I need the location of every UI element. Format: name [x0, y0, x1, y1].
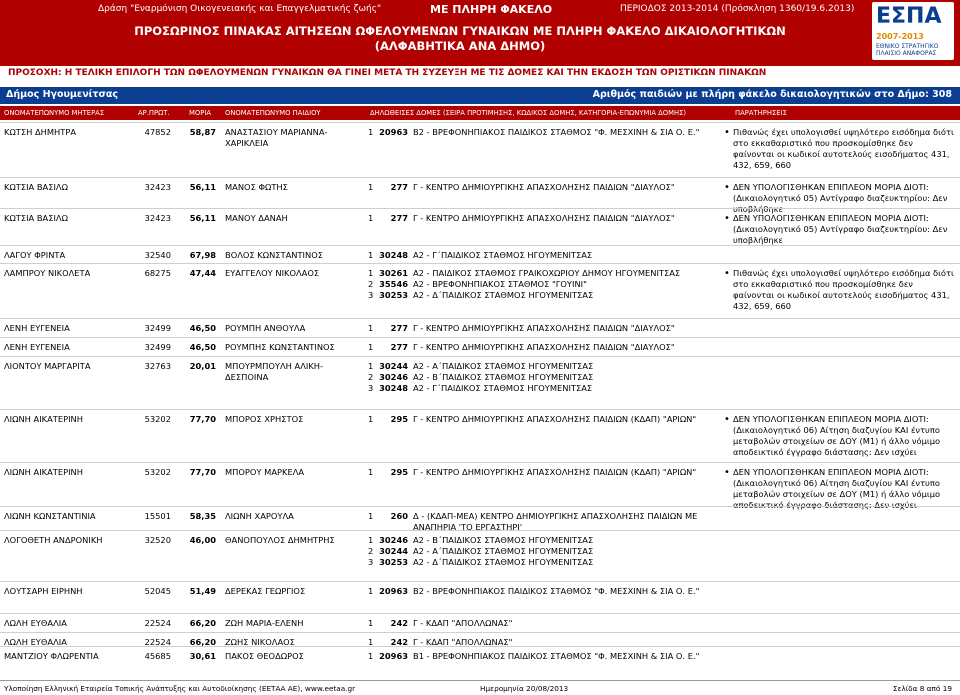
- structure-code: 20963: [379, 586, 408, 596]
- declared-structures: [368, 182, 718, 193]
- protocol-number: 68275: [144, 268, 171, 278]
- remark-item: • ΔΕΝ ΥΠΟΛΟΓΙΣΘΗΚΑΝ ΕΠΙΠΛΕΟΝ ΜΟΡΙΑ ΔΙΟΤΙ: (Δικαιολογητικό 06) Αίτηση διαζυγίου ΚΑΙ έντυπο μεταβολών στοιχείων σε ΔΟΥ (Μ1) ή άλλο νόμιμο αποδεικτικό έγγραφο διάστασης: Δεν ισχύει: [724, 414, 956, 458]
- header-structures: ΔΗΛΩΘΕΙΣΕΣ ΔΟΜΕΣ (ΣΕΙΡΑ ΠΡΟΤΙΜΗΣΗΣ, ΚΩΔΙΚΟΣ ΔΟΜΗΣ, ΚΑΤΗΓΟΡΙΑ-ΕΠΩΝΥΜΙΑ ΔΟΜΗΣ): [370, 109, 687, 117]
- table-row: [0, 530, 960, 581]
- child-name: ΜΠΟΥΡΜΠΟΥΛΗ ΑΛΙΚΗ-ΔΕΣΠΟΙΝΑ: [225, 361, 324, 382]
- declared-structures: [368, 467, 718, 489]
- structure-preference: [368, 290, 718, 301]
- header-child: ΟΝΟΜΑΤΕΠΩΝΥΜΟ ΠΑΙΔΙΟΥ: [225, 109, 321, 117]
- preference-order: 2: [368, 372, 374, 382]
- preference-order: 1: [368, 323, 374, 333]
- protocol-number: 32499: [144, 323, 171, 333]
- score: 77,70: [189, 414, 216, 424]
- score: 47,44: [189, 268, 216, 278]
- structure-preference: [368, 467, 718, 489]
- table-row: [0, 613, 960, 632]
- structure-name: Β2 - ΒΡΕΦΟΝΗΠΙΑΚΟΣ ΠΑΙΔΙΚΟΣ ΣΤΑΘΜΟΣ "Φ. ΜΕΣΧΙΝΗ & ΣΙΑ Ο. Ε.": [413, 586, 700, 596]
- preference-order: 3: [368, 290, 374, 300]
- document-title: [0, 24, 920, 54]
- structure-name: Α2 - Δ΄ΠΑΙΔΙΚΟΣ ΣΤΑΘΜΟΣ ΗΓΟΥΜΕΝΙΤΣΑΣ: [413, 557, 594, 567]
- table-row: [0, 506, 960, 530]
- table-row: [0, 177, 960, 214]
- declared-structures: [368, 127, 718, 149]
- declared-structures: [368, 268, 718, 301]
- structure-code: 20963: [379, 651, 408, 661]
- footer-date: Ημερομηνία 20/08/2013: [480, 684, 569, 693]
- preference-order: 3: [368, 383, 374, 393]
- structure-preference: [368, 383, 718, 394]
- structure-code: 295: [390, 467, 408, 477]
- structure-code: 35546: [379, 279, 408, 289]
- declared-structures: [368, 250, 718, 261]
- remarks: [724, 414, 956, 458]
- declared-structures: [368, 535, 718, 568]
- preference-order: 1: [368, 467, 374, 477]
- structure-preference: [368, 557, 718, 568]
- mother-name: ΛΟΓΟΘΕΤΗ ΑΝΔΡΟΝΙΚΗ: [4, 535, 103, 545]
- preference-order: 1: [368, 637, 374, 647]
- protocol-number: 32540: [144, 250, 171, 260]
- structure-preference: [368, 213, 718, 224]
- child-name: ΔΕΡΕΚΑΣ ΓΕΩΡΓΙΟΣ: [225, 586, 306, 596]
- espa-logo: [872, 2, 954, 60]
- remark-item: • ΔΕΝ ΥΠΟΛΟΓΙΣΘΗΚΑΝ ΕΠΙΠΛΕΟΝ ΜΟΡΙΑ ΔΙΟΤΙ: (Δικαιολογητικό 05) Αντίγραφο διαζευκτηρίου: Δεν υποβλήθηκε: [724, 213, 956, 246]
- header-ar: ΑΡ.ΠΡΩΤ.: [138, 109, 170, 117]
- child-name: ΕΥΑΓΓΕΛΟΥ ΝΙΚΟΛΑΟΣ: [225, 268, 320, 278]
- preference-order: 1: [368, 182, 374, 192]
- protocol-number: 32423: [144, 182, 171, 192]
- score: 66,20: [189, 618, 216, 628]
- remark-item: • Πιθανώς έχει υπολογισθεί υψηλότερο εισόδημα διότι στο εκκαθαριστικό που προσκομίσθηκε δεν φαίνονται οι κωδικοί αυτοτελούς εισοδήματος 431, 432, 659, 660: [724, 127, 956, 171]
- mother-name: ΜΑΝΤΖΙΟΥ ΦΛΩΡΕΝΤΙΑ: [4, 651, 99, 661]
- structure-preference: [368, 182, 718, 193]
- child-name: ΠΑΚΟΣ ΘΕΟΔΩΡΟΣ: [225, 651, 304, 661]
- remarks: [724, 127, 956, 171]
- declared-structures: [368, 323, 718, 334]
- score: 58,35: [189, 511, 216, 521]
- preference-order: 1: [368, 361, 374, 371]
- protocol-number: 15501: [144, 511, 171, 521]
- structure-preference: [368, 535, 718, 546]
- mother-name: ΛΟΥΤΣΑΡΗ ΕΙΡΗΝΗ: [4, 586, 83, 596]
- header-mother: ΟΝΟΜΑΤΕΠΩΝΥΜΟ ΜΗΤΕΡΑΣ: [4, 109, 105, 117]
- table-row: [0, 581, 960, 613]
- preference-order: 1: [368, 618, 374, 628]
- declared-structures: [368, 361, 718, 394]
- structure-name: Γ - ΚΕΝΤΡΟ ΔΗΜΙΟΥΡΓΙΚΗΣ ΑΠΑΣΧΟΛΗΣΗΣ ΠΑΙΔΙΩΝ "ΔΙΑΥΛΟΣ": [413, 323, 675, 333]
- preference-order: 1: [368, 535, 374, 545]
- preference-order: 1: [368, 268, 374, 278]
- structure-preference: [368, 586, 718, 608]
- remark-item: • ΔΕΝ ΥΠΟΛΟΓΙΣΘΗΚΑΝ ΕΠΙΠΛΕΟΝ ΜΟΡΙΑ ΔΙΟΤΙ: (Δικαιολογητικό 05) Αντίγραφο διαζευκτηρίου: Δεν υποβλήθηκε: [724, 182, 956, 215]
- structure-name: Β1 - ΒΡΕΦΟΝΗΠΙΑΚΟΣ ΠΑΙΔΙΚΟΣ ΣΤΑΘΜΟΣ "Φ. ΜΕΣΧΙΝΗ & ΣΙΑ Ο. Ε.": [413, 651, 700, 661]
- protocol-number: 52045: [144, 586, 171, 596]
- municipality-bar: [0, 87, 960, 104]
- structure-code: 30261: [379, 268, 408, 278]
- declared-structures: [368, 213, 718, 224]
- declared-structures: [368, 651, 718, 673]
- structure-code: 30244: [379, 546, 408, 556]
- score: 51,49: [189, 586, 216, 596]
- structure-name: Α2 - Δ΄ΠΑΙΔΙΚΟΣ ΣΤΑΘΜΟΣ ΗΓΟΥΜΕΝΙΤΣΑΣ: [413, 290, 594, 300]
- structure-code: 20963: [379, 127, 408, 137]
- preference-order: 1: [368, 213, 374, 223]
- structure-name: Γ - ΚΕΝΤΡΟ ΔΗΜΙΟΥΡΓΙΚΗΣ ΑΠΑΣΧΟΛΗΣΗΣ ΠΑΙΔΙΩΝ "ΔΙΑΥΛΟΣ": [413, 182, 675, 192]
- espa-logo-subtitle: ΕΘΝΙΚΟ ΣΤΡΑΤΗΓΙΚΟ ΠΛΑΙΣΙΟ ΑΝΑΦΟΡΑΣ: [876, 43, 939, 57]
- mother-name: ΚΩΤΣΗ ΔΗΜΗΤΡΑ: [4, 127, 77, 137]
- structure-name: Β2 - ΒΡΕΦΟΝΗΠΙΑΚΟΣ ΠΑΙΔΙΚΟΣ ΣΤΑΘΜΟΣ "Φ. ΜΕΣΧΙΝΗ & ΣΙΑ Ο. Ε.": [413, 127, 700, 137]
- table-row: [0, 409, 960, 462]
- remarks: [724, 268, 956, 312]
- table-header: [0, 106, 960, 120]
- program-name: Δράση "Εναρμόνιση Οικογενειακής και Επαγγελματικής ζωής": [98, 4, 382, 14]
- protocol-number: 32763: [144, 361, 171, 371]
- structure-preference: [368, 618, 718, 629]
- mother-name: ΛΩΛΗ ΕΥΘΑΛΙΑ: [4, 618, 67, 628]
- structure-name: Α2 - Β΄ΠΑΙΔΙΚΟΣ ΣΤΑΘΜΟΣ ΗΓΟΥΜΕΝΙΤΣΑΣ: [413, 372, 594, 382]
- structure-preference: [368, 268, 718, 279]
- structure-code: 30246: [379, 372, 408, 382]
- children-count: Αριθμός παιδιών με πλήρη φάκελο δικαιολογητικών στο Δήμο: 308: [592, 89, 952, 100]
- warning-notice: ΠΡΟΣΟΧΗ: Η ΤΕΛΙΚΗ ΕΠΙΛΟΓΗ ΤΩΝ ΩΦΕΛΟΥΜΕΝΩΝ ΓΥΝΑΙΚΩΝ ΘΑ ΓΙΝΕΙ ΜΕΤΑ ΤΗ ΣΥΖΕΥΞΗ ΜΕ ΤΙΣ ΔΟΜΕΣ ΚΑΙ ΤΗΝ ΕΚΔΟΣΗ ΤΩΝ ΟΡΙΣΤΙΚΩΝ ΠΙΝΑΚΩΝ: [8, 68, 767, 78]
- structure-name: Γ - ΚΕΝΤΡΟ ΔΗΜΙΟΥΡΓΙΚΗΣ ΑΠΑΣΧΟΛΗΣΗΣ ΠΑΙΔΙΩΝ "ΔΙΑΥΛΟΣ": [413, 342, 675, 352]
- score: 46,50: [189, 342, 216, 352]
- protocol-number: 22524: [144, 618, 171, 628]
- mother-name: ΛΙΟΝΤΟΥ ΜΑΡΓΑΡΙΤΑ: [4, 361, 91, 371]
- structure-name: Γ - ΚΕΝΤΡΟ ΔΗΜΙΟΥΡΓΙΚΗΣ ΑΠΑΣΧΟΛΗΣΗΣ ΠΑΙΔΙΩΝ (ΚΔΑΠ) "ΑΡΙΩΝ": [413, 467, 697, 477]
- score: 30,61: [189, 651, 216, 661]
- preference-order: 1: [368, 250, 374, 260]
- protocol-number: 45685: [144, 651, 171, 661]
- structure-code: 242: [390, 618, 408, 628]
- protocol-number: 47852: [144, 127, 171, 137]
- mother-name: ΛΙΩΝΗ ΑΙΚΑΤΕΡΙΝΗ: [4, 414, 83, 424]
- footer-page: Σελίδα 8 από 19: [892, 684, 952, 693]
- table-row: [0, 245, 960, 263]
- structure-name: Α2 - Γ΄ΠΑΙΔΙΚΟΣ ΣΤΑΘΜΟΣ ΗΓΟΥΜΕΝΙΤΣΑΣ: [413, 383, 593, 393]
- mother-name: ΛΩΛΗ ΕΥΘΑΛΙΑ: [4, 637, 67, 647]
- table-row: [0, 122, 960, 177]
- child-name: ΖΩΗ ΜΑΡΙΑ-ΕΛΕΝΗ: [225, 618, 304, 628]
- structure-preference: [368, 651, 718, 673]
- child-name: ΜΑΝΟΣ ΦΩΤΗΣ: [225, 182, 288, 192]
- preference-order: 1: [368, 651, 374, 661]
- structure-name: Α2 - Α΄ΠΑΙΔΙΚΟΣ ΣΤΑΘΜΟΣ ΗΓΟΥΜΕΝΙΤΣΑΣ: [413, 546, 594, 556]
- protocol-number: 22524: [144, 637, 171, 647]
- declared-structures: [368, 586, 718, 608]
- preference-order: 2: [368, 546, 374, 556]
- declared-structures: [368, 342, 718, 353]
- structure-name: Γ - ΚΕΝΤΡΟ ΔΗΜΙΟΥΡΓΙΚΗΣ ΑΠΑΣΧΟΛΗΣΗΣ ΠΑΙΔΙΩΝ (ΚΔΑΠ) "ΑΡΙΩΝ": [413, 414, 697, 424]
- municipality-name: Δήμος Ηγουμενίτσας: [6, 89, 119, 100]
- child-name: ΒΟΛΟΣ ΚΩΝΣΤΑΝΤΙΝΟΣ: [225, 250, 323, 260]
- structure-code: 277: [390, 182, 408, 192]
- page-footer: [0, 680, 960, 695]
- structure-preference: [368, 127, 718, 149]
- structure-preference: [368, 250, 718, 261]
- mother-name: ΚΩΤΣΙΑ ΒΑΣΙΛΩ: [4, 182, 68, 192]
- score: 46,00: [189, 535, 216, 545]
- declared-structures: [368, 618, 718, 629]
- header-score: ΜΟΡΙΑ: [189, 109, 211, 117]
- table-row: [0, 337, 960, 356]
- structure-name: Α2 - Γ΄ΠΑΙΔΙΚΟΣ ΣΤΑΘΜΟΣ ΗΓΟΥΜΕΝΙΤΣΑΣ: [413, 250, 593, 260]
- program-line: [0, 4, 960, 16]
- protocol-number: 32520: [144, 535, 171, 545]
- preference-order: 2: [368, 279, 374, 289]
- structure-preference: [368, 372, 718, 383]
- structure-code: 277: [390, 213, 408, 223]
- structure-preference: [368, 414, 718, 436]
- child-name: ΡΟΥΜΠΗΣ ΚΩΝΣΤΑΝΤΙΝΟΣ: [225, 342, 335, 352]
- remark-item: • Πιθανώς έχει υπολογισθεί υψηλότερο εισόδημα διότι στο εκκαθαριστικό που προσκομίσθηκε δεν φαίνονται οι κωδικοί αυτοτελούς εισοδήματος 431, 432, 659, 660: [724, 268, 956, 312]
- structure-code: 30248: [379, 383, 408, 393]
- structure-name: Δ - (ΚΔΑΠ-ΜΕΑ) ΚΕΝΤΡΟ ΔΗΜΙΟΥΡΓΙΚΗΣ ΑΠΑΣΧΟΛΗΣΗΣ ΠΑΙΔΙΩΝ ΜΕ ΑΝΑΠΗΡΙΑ 'ΤΟ ΕΡΓΑΣΤΗΡΙ': [413, 511, 698, 532]
- structure-code: 30246: [379, 535, 408, 545]
- period-info: ΠΕΡΙΟΔΟΣ 2013-2014 (Πρόσκληση 1360/19.6.2013): [620, 4, 855, 14]
- title-line-2: (ΑΛΦΑΒΗΤΙΚΑ ΑΝΑ ΔΗΜΟ): [374, 39, 546, 53]
- remark-item: • ΔΕΝ ΥΠΟΛΟΓΙΣΘΗΚΑΝ ΕΠΙΠΛΕΟΝ ΜΟΡΙΑ ΔΙΟΤΙ: (Δικαιολογητικό 06) Αίτηση διαζυγίου ΚΑΙ έντυπο μεταβολών στοιχείων σε ΔΟΥ (Μ1) ή άλλο νόμιμο αποδεικτικό έγγραφο διάστασης: Δεν ισχύει: [724, 467, 956, 511]
- child-name: ΜΠΟΡΟΥ ΜΑΡΚΕΛΑ: [225, 467, 305, 477]
- table-row: [0, 263, 960, 318]
- structure-code: 295: [390, 414, 408, 424]
- preference-order: 1: [368, 586, 374, 596]
- declared-structures: [368, 414, 718, 436]
- table-row: [0, 208, 960, 245]
- preference-order: 3: [368, 557, 374, 567]
- table-row: [0, 632, 960, 646]
- structure-code: 277: [390, 342, 408, 352]
- mother-name: ΛΙΩΝΗ ΚΩΝΣΤΑΝΤΙΝΙΑ: [4, 511, 96, 521]
- structure-name: Γ - ΚΕΝΤΡΟ ΔΗΜΙΟΥΡΓΙΚΗΣ ΑΠΑΣΧΟΛΗΣΗΣ ΠΑΙΔΙΩΝ "ΔΙΑΥΛΟΣ": [413, 213, 675, 223]
- structure-name: Α2 - ΒΡΕΦΟΝΗΠΙΑΚΟΣ ΣΤΑΘΜΟΣ "ΓΟΥΙΝΙ": [413, 279, 587, 289]
- espa-logo-years: 2007-2013: [876, 32, 924, 41]
- table-row: [0, 646, 960, 678]
- preference-order: 1: [368, 342, 374, 352]
- structure-preference: [368, 546, 718, 557]
- structure-code: 260: [390, 511, 408, 521]
- title-line-1: ΠΡΟΣΩΡΙΝΟΣ ΠΙΝΑΚΑΣ ΑΙΤΗΣΕΩΝ ΩΦΕΛΟΥΜΕΝΩΝ ΓΥΝΑΙΚΩΝ ΜΕ ΠΛΗΡΗ ΦΑΚΕΛΟ ΔΙΚΑΙΟΛΟΓΗΤΙΚΩΝ: [134, 24, 786, 38]
- structure-preference: [368, 323, 718, 334]
- child-name: ΡΟΥΜΠΗ ΑΝΘΟΥΛΑ: [225, 323, 306, 333]
- structure-name: Α2 - Α΄ΠΑΙΔΙΚΟΣ ΣΤΑΘΜΟΣ ΗΓΟΥΜΕΝΙΤΣΑΣ: [413, 361, 594, 371]
- dossier-status: ΜΕ ΠΛΗΡΗ ΦΑΚΕΛΟ: [430, 3, 553, 16]
- footer-implementer: Υλοποίηση Ελληνική Εταιρεία Τοπικής Ανάπτυξης και Αυτοδιοίκησης (ΕΕΤΑΑ ΑΕ), www.eetaa.gr: [4, 684, 356, 693]
- structure-preference: [368, 279, 718, 290]
- structure-preference: [368, 361, 718, 372]
- structure-code: 30244: [379, 361, 408, 371]
- child-name: ΖΩΗΣ ΝΙΚΟΛΑΟΣ: [225, 637, 295, 647]
- child-name: ΘΑΝΟΠΟΥΛΟΣ ΔΗΜΗΤΡΗΣ: [225, 535, 335, 545]
- mother-name: ΚΩΤΣΙΑ ΒΑΣΙΛΩ: [4, 213, 68, 223]
- mother-name: ΛΕΝΗ ΕΥΓΕΝΕΙΑ: [4, 323, 70, 333]
- structure-name: Α2 - Β΄ΠΑΙΔΙΚΟΣ ΣΤΑΘΜΟΣ ΗΓΟΥΜΕΝΙΤΣΑΣ: [413, 535, 594, 545]
- table-row: [0, 462, 960, 510]
- structure-preference: [368, 342, 718, 353]
- child-name: ΜΑΝΟΥ ΔΑΝΑΗ: [225, 213, 288, 223]
- score: 77,70: [189, 467, 216, 477]
- protocol-number: 53202: [144, 414, 171, 424]
- espa-logo-text: ΕΣΠΑ: [876, 4, 942, 29]
- score: 46,50: [189, 323, 216, 333]
- preference-order: 1: [368, 414, 374, 424]
- table-row: [0, 318, 960, 337]
- score: 56,11: [189, 182, 216, 192]
- mother-name: ΛΑΜΠΡΟΥ ΝΙΚΟΛΕΤΑ: [4, 268, 91, 278]
- protocol-number: 32423: [144, 213, 171, 223]
- protocol-number: 32499: [144, 342, 171, 352]
- structure-name: Γ - ΚΔΑΠ "ΑΠΟΛΛΩΝΑΣ": [413, 618, 513, 628]
- remarks: [724, 467, 956, 511]
- header-notes: ΠΑΡΑΤΗΡΗΣΕΙΣ: [735, 109, 787, 117]
- child-name: ΛΙΩΝΗ ΧΑΡΟΥΛΑ: [225, 511, 294, 521]
- remarks: [724, 213, 956, 246]
- mother-name: ΛΑΓΟΥ ΦΡΙΝΤΑ: [4, 250, 66, 260]
- structure-code: 30253: [379, 557, 408, 567]
- table-row: [0, 356, 960, 409]
- structure-name: Α2 - ΠΑΙΔΙΚΟΣ ΣΤΑΘΜΟΣ ΓΡΑΙΚΟΧΩΡΙΟΥ ΔΗΜΟΥ ΗΓΟΥΜΕΝΙΤΣΑΣ: [413, 268, 681, 278]
- score: 66,20: [189, 637, 216, 647]
- score: 56,11: [189, 213, 216, 223]
- preference-order: 1: [368, 127, 374, 137]
- structure-code: 242: [390, 637, 408, 647]
- mother-name: ΛΕΝΗ ΕΥΓΕΝΕΙΑ: [4, 342, 70, 352]
- top-banner: [0, 0, 960, 66]
- score: 20,01: [189, 361, 216, 371]
- preference-order: 1: [368, 511, 374, 521]
- protocol-number: 53202: [144, 467, 171, 477]
- structure-name: Γ - ΚΔΑΠ "ΑΠΟΛΛΩΝΑΣ": [413, 637, 513, 647]
- score: 58,87: [189, 127, 216, 137]
- child-name: ΑΝΑΣΤΑΣΙΟΥ ΜΑΡΙΑΝΝΑ-ΧΑΡΙΚΛΕΙΑ: [225, 127, 328, 148]
- structure-code: 277: [390, 323, 408, 333]
- structure-code: 30253: [379, 290, 408, 300]
- child-name: ΜΠΟΡΟΣ ΧΡΗΣΤΟΣ: [225, 414, 304, 424]
- structure-code: 30248: [379, 250, 408, 260]
- score: 67,98: [189, 250, 216, 260]
- mother-name: ΛΙΩΝΗ ΑΙΚΑΤΕΡΙΝΗ: [4, 467, 83, 477]
